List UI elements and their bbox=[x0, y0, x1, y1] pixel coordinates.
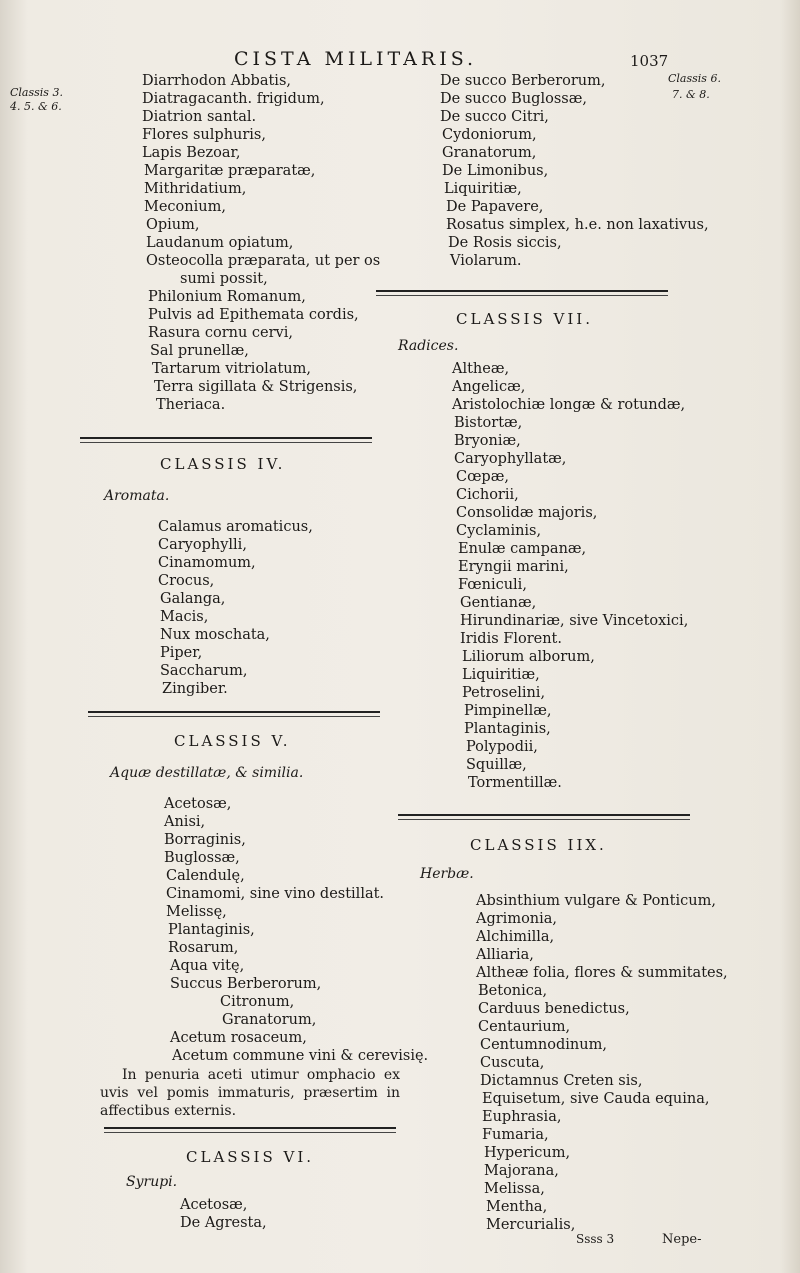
list-item: Granatorum, bbox=[442, 145, 537, 161]
list-item: Liliorum alborum, bbox=[462, 649, 595, 665]
list-item: Fœniculi, bbox=[458, 577, 527, 593]
list-item: Sal prunellæ, bbox=[150, 343, 249, 359]
list-item: Iridis Florent. bbox=[460, 631, 562, 647]
list-item: Philonium Romanum, bbox=[148, 289, 306, 305]
list-item: Squillæ, bbox=[466, 757, 527, 773]
list-item: Rosatus simplex, h.e. non laxativus, bbox=[446, 217, 709, 233]
section-heading: CLASSIS V. bbox=[174, 732, 291, 750]
list-item: Succus Berberorum, bbox=[170, 976, 322, 992]
list-item: Galanga, bbox=[160, 591, 226, 607]
list-item: Pulvis ad Epithemata cordis, bbox=[148, 307, 359, 323]
list-item: Acetum commune vini & cerevisię. bbox=[172, 1048, 429, 1064]
page-number: 1037 bbox=[630, 52, 669, 70]
section-heading: CLASSIS VII. bbox=[456, 310, 593, 328]
list-item: Citronum, bbox=[220, 994, 295, 1010]
list-item: Macis, bbox=[160, 609, 209, 625]
list-item: Plantaginis, bbox=[464, 721, 551, 737]
list-item: De Limonibus, bbox=[442, 163, 549, 179]
section-rule bbox=[88, 711, 380, 717]
list-item: Centaurium, bbox=[478, 1019, 571, 1035]
list-item: Laudanum opiatum, bbox=[146, 235, 294, 251]
list-item: Calamus aromaticus, bbox=[158, 519, 313, 535]
list-item: De succo Berberorum, bbox=[440, 73, 606, 89]
list-item: Alliaria, bbox=[476, 947, 534, 963]
section-note: In penuria aceti utimur omphacio ex uvis vel pomis immaturis, præsertim in affectibus externis. bbox=[100, 1067, 400, 1119]
list-item: Melissę, bbox=[166, 904, 227, 920]
list-item: Absinthium vulgare & Ponticum, bbox=[476, 893, 716, 909]
list-item: Osteocolla præparata, ut per os bbox=[146, 253, 381, 269]
list-item: Angelicæ, bbox=[452, 379, 526, 395]
list-item: Rosarum, bbox=[168, 940, 239, 956]
list-item: Euphrasia, bbox=[482, 1109, 562, 1125]
list-item: Diatrion santal. bbox=[142, 109, 257, 125]
list-item: Piper, bbox=[160, 645, 203, 661]
section-rule bbox=[80, 437, 372, 443]
list-item: Bistortæ, bbox=[454, 415, 523, 431]
list-item: Cinamomi, sine vino destillat. bbox=[166, 886, 385, 902]
list-item: De succo Buglossæ, bbox=[440, 91, 587, 107]
list-item: Cinamomum, bbox=[158, 555, 256, 571]
list-item: Carduus benedictus, bbox=[478, 1001, 630, 1017]
list-item: Calendulę, bbox=[166, 868, 245, 884]
list-item: Aristolochiæ longæ & rotundæ, bbox=[452, 397, 686, 413]
list-item: Diarrhodon Abbatis, bbox=[142, 73, 291, 89]
section-subheading: Radices. bbox=[398, 338, 459, 354]
list-item: Cydoniorum, bbox=[442, 127, 537, 143]
section-heading: CLASSIS VI. bbox=[186, 1148, 315, 1166]
list-item: Alchimilla, bbox=[476, 929, 555, 945]
list-item: Caryophylli, bbox=[158, 537, 247, 553]
list-item: Acetosæ, bbox=[164, 796, 232, 812]
section-subheading: Aquæ destillatæ, & similia. bbox=[110, 765, 304, 781]
section-rule bbox=[376, 290, 668, 296]
list-item: Majorana, bbox=[484, 1163, 559, 1179]
list-item: Consolidæ majoris, bbox=[456, 505, 598, 521]
list-item: Cyclaminis, bbox=[456, 523, 542, 539]
list-item: Liquiritiæ, bbox=[444, 181, 522, 197]
list-item: Acetum rosaceum, bbox=[170, 1030, 307, 1046]
list-item: Fumaria, bbox=[482, 1127, 549, 1143]
list-item: Terra sigillata & Strigensis, bbox=[154, 379, 358, 395]
list-item: Equisetum, sive Cauda equina, bbox=[482, 1091, 710, 1107]
list-item: Zingiber. bbox=[162, 681, 228, 697]
list-item: Anisi, bbox=[164, 814, 206, 830]
list-item: Eryngii marini, bbox=[458, 559, 569, 575]
list-item: Liquiritiæ, bbox=[462, 667, 540, 683]
list-item: Lapis Bezoar, bbox=[142, 145, 241, 161]
catchword: Nepe- bbox=[662, 1232, 702, 1247]
list-item: Flores sulphuris, bbox=[142, 127, 266, 143]
list-item: Opium, bbox=[146, 217, 200, 233]
list-item: Tormentillæ. bbox=[468, 775, 562, 791]
running-title: CISTA MILITARIS. bbox=[234, 48, 478, 70]
list-item: Buglossæ, bbox=[164, 850, 240, 866]
list-item: Betonica, bbox=[478, 983, 548, 999]
list-item: Granatorum, bbox=[222, 1012, 317, 1028]
list-item: Centumnodinum, bbox=[480, 1037, 607, 1053]
list-item: Crocus, bbox=[158, 573, 215, 589]
list-item: Melissa, bbox=[484, 1181, 545, 1197]
list-item: Altheæ, bbox=[452, 361, 510, 377]
list-item: Rasura cornu cervi, bbox=[148, 325, 293, 341]
list-item: Hirundinariæ, sive Vincetoxici, bbox=[460, 613, 689, 629]
list-item: Bryoniæ, bbox=[454, 433, 521, 449]
list-item: Mercurialis, bbox=[486, 1217, 576, 1233]
signature-mark: Ssss 3 bbox=[576, 1232, 615, 1246]
list-item: Cichorii, bbox=[456, 487, 519, 503]
section-rule bbox=[398, 814, 690, 820]
list-item: Meconium, bbox=[144, 199, 226, 215]
list-item: Enulæ campanæ, bbox=[458, 541, 587, 557]
list-item: Violarum. bbox=[450, 253, 522, 269]
list-item: Mithridatium, bbox=[144, 181, 247, 197]
section-subheading: Syrupi. bbox=[126, 1174, 178, 1190]
list-item: Mentha, bbox=[486, 1199, 548, 1215]
list-item: sumi possit, bbox=[180, 271, 268, 287]
section-rule bbox=[104, 1127, 396, 1133]
margin-note-right-1: Classis 6. bbox=[668, 72, 721, 85]
margin-note-left-1: Classis 3. bbox=[10, 86, 63, 99]
list-item: Borraginis, bbox=[164, 832, 246, 848]
list-item: Diatragacanth. frigidum, bbox=[142, 91, 325, 107]
list-item: De Agresta, bbox=[180, 1215, 267, 1231]
list-item: Gentianæ, bbox=[460, 595, 537, 611]
list-item: Petroselini, bbox=[462, 685, 546, 701]
list-item: Caryophyllatæ, bbox=[454, 451, 567, 467]
list-item: Plantaginis, bbox=[168, 922, 255, 938]
list-item: Aqua vitę, bbox=[170, 958, 245, 974]
list-item: De Papavere, bbox=[446, 199, 544, 215]
list-item: Agrimonia, bbox=[476, 911, 558, 927]
margin-note-left-2: 4. 5. & 6. bbox=[10, 100, 62, 113]
list-item: Acetosæ, bbox=[180, 1197, 248, 1213]
list-item: Dictamnus Creten sis, bbox=[480, 1073, 643, 1089]
section-subheading: Aromata. bbox=[104, 488, 170, 504]
list-item: Tartarum vitriolatum, bbox=[152, 361, 311, 377]
list-item: De succo Citri, bbox=[440, 109, 549, 125]
list-item: Margaritæ præparatæ, bbox=[144, 163, 316, 179]
list-item: Saccharum, bbox=[160, 663, 248, 679]
list-item: Nux moschata, bbox=[160, 627, 270, 643]
list-item: Polypodii, bbox=[466, 739, 538, 755]
section-heading: CLASSIS IV. bbox=[160, 455, 286, 473]
margin-note-right-2: 7. & 8. bbox=[672, 88, 710, 101]
list-item: Cuscuta, bbox=[480, 1055, 545, 1071]
list-item: Altheæ folia, flores & summitates, bbox=[476, 965, 728, 981]
list-item: De Rosis siccis, bbox=[448, 235, 562, 251]
list-item: Hypericum, bbox=[484, 1145, 571, 1161]
section-heading: CLASSIS IIX. bbox=[470, 836, 607, 854]
list-item: Cœpæ, bbox=[456, 469, 509, 485]
section-subheading: Herbæ. bbox=[420, 866, 474, 882]
list-item: Pimpinellæ, bbox=[464, 703, 552, 719]
list-item: Theriaca. bbox=[156, 397, 226, 413]
